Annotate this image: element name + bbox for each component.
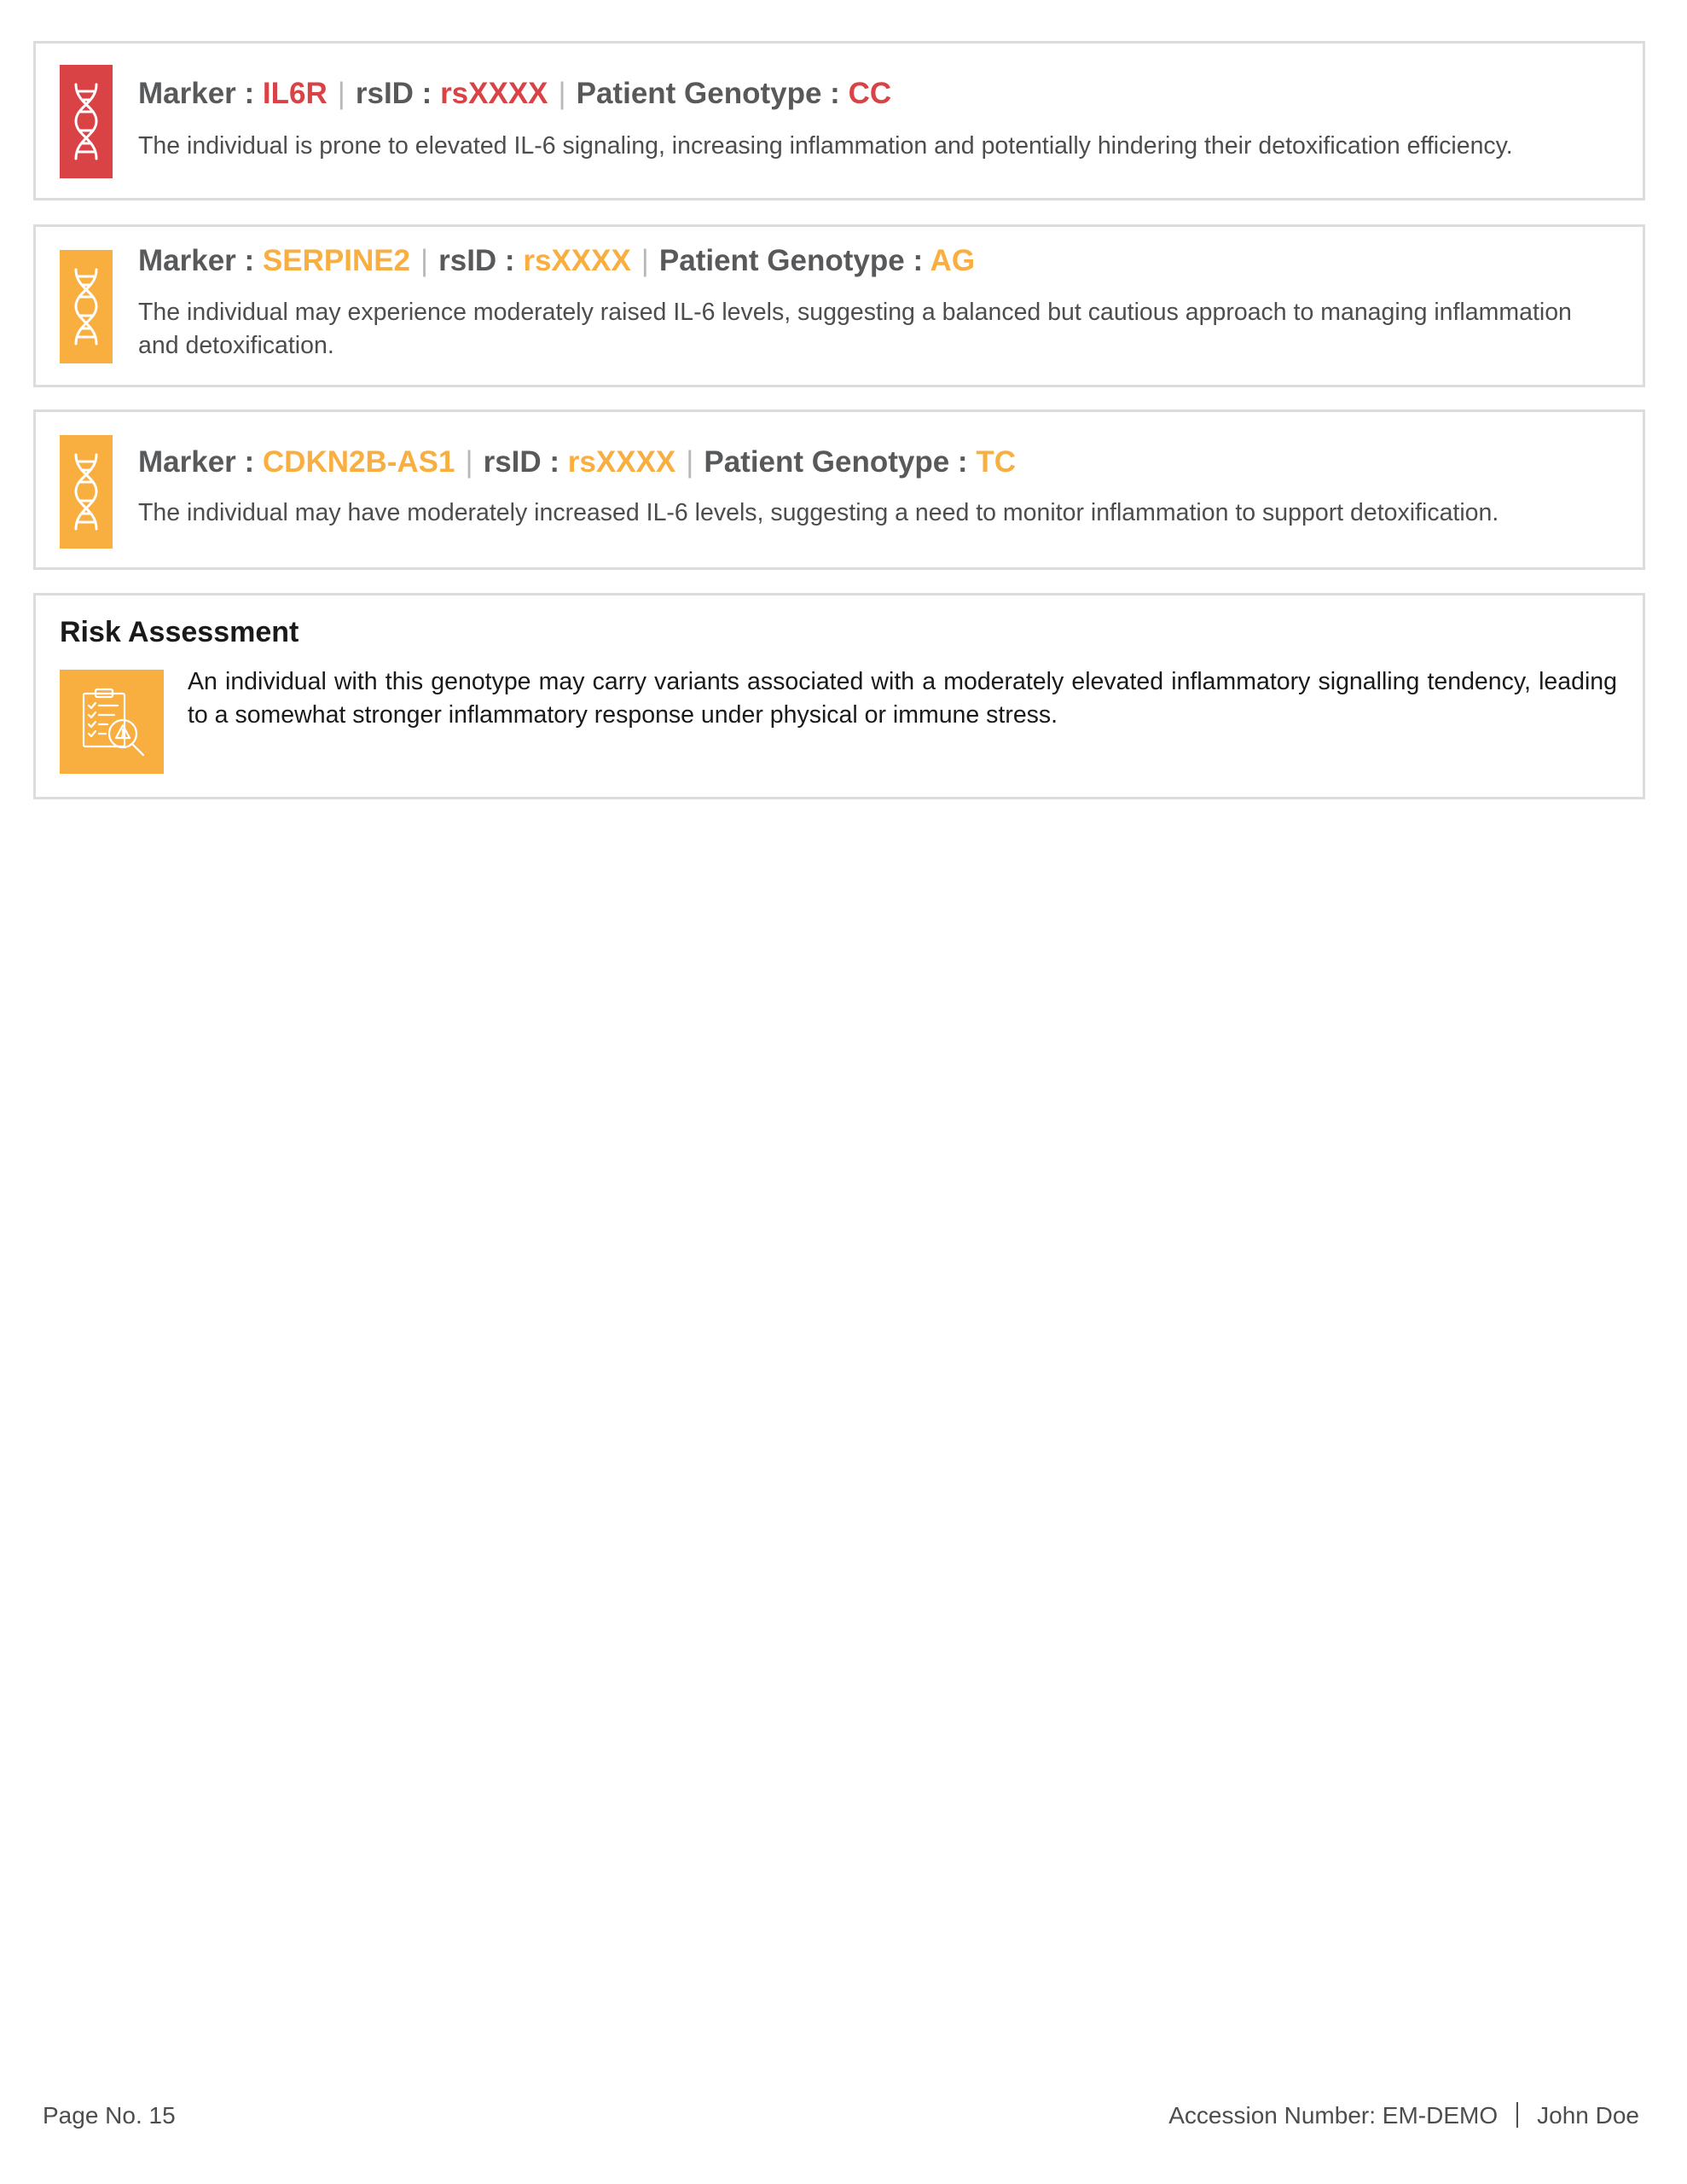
risk-assessment-heading: Risk Assessment (60, 616, 299, 648)
rsid-label: rsID : (355, 77, 432, 110)
separator: | (686, 445, 694, 479)
marker-card (33, 224, 1645, 387)
rsid-label: rsID : (483, 445, 560, 479)
dna-icon (71, 268, 101, 346)
marker-description: The individual may have moderately increased IL-6 levels, suggesting a need to monitor inflammation to support detoxification. (138, 499, 1499, 526)
marker-label: Marker : (138, 244, 255, 277)
risk-indicator (60, 250, 113, 363)
rsid-value: rsXXXX (523, 244, 631, 277)
separator: | (558, 77, 566, 110)
rsid-value: rsXXXX (567, 445, 676, 479)
genotype-label: Patient Genotype : (576, 77, 840, 110)
footer-separator (1516, 2102, 1518, 2128)
genotype-label: Patient Genotype : (704, 445, 968, 479)
separator: | (465, 445, 473, 479)
risk-indicator (60, 65, 113, 178)
marker-label: Marker : (138, 77, 255, 110)
marker-title (138, 444, 1016, 480)
clipboard-warning-icon (80, 687, 148, 758)
marker-description: The individual may experience moderately raised IL-6 levels, suggesting a balanced but cautious approach to managing inflammation and detoxification. (138, 299, 1572, 359)
marker-value: SERPINE2 (262, 244, 411, 277)
separator: | (641, 244, 649, 277)
rsid-value: rsXXXX (440, 77, 548, 110)
marker-card (33, 41, 1645, 200)
accession-number: Accession Number: EM-DEMO (1168, 2102, 1499, 2129)
marker-label: Marker : (138, 445, 255, 479)
separator: | (420, 244, 429, 277)
risk-indicator (60, 435, 113, 549)
footer-info (1168, 2101, 1639, 2130)
patient-name: John Doe (1537, 2102, 1639, 2129)
risk-icon-box (60, 670, 164, 774)
marker-value: CDKN2B-AS1 (262, 445, 455, 479)
genotype-value: TC (976, 445, 1016, 479)
marker-value: IL6R (262, 77, 328, 110)
marker-title (138, 76, 891, 112)
marker-title (138, 243, 975, 279)
rsid-label: rsID : (438, 244, 515, 277)
dna-icon (71, 453, 101, 531)
marker-description: The individual is prone to elevated IL-6 signaling, increasing inflammation and potentially hindering their detoxification efficiency. (138, 132, 1513, 160)
separator: | (337, 77, 345, 110)
marker-card (33, 410, 1645, 570)
risk-assessment-text: An individual with this genotype may carry variants associated with a moderately elevated inflammatory signalling tendency, leading to a somewhat stronger inflammatory response under physical or immune stress. (188, 668, 1617, 729)
genotype-value: CC (848, 77, 892, 110)
page-number: Page No. 15 (43, 2102, 176, 2129)
genotype-label: Patient Genotype : (658, 244, 924, 277)
risk-assessment-card (33, 593, 1645, 799)
dna-icon (71, 83, 101, 160)
genotype-value: AG (930, 244, 976, 277)
